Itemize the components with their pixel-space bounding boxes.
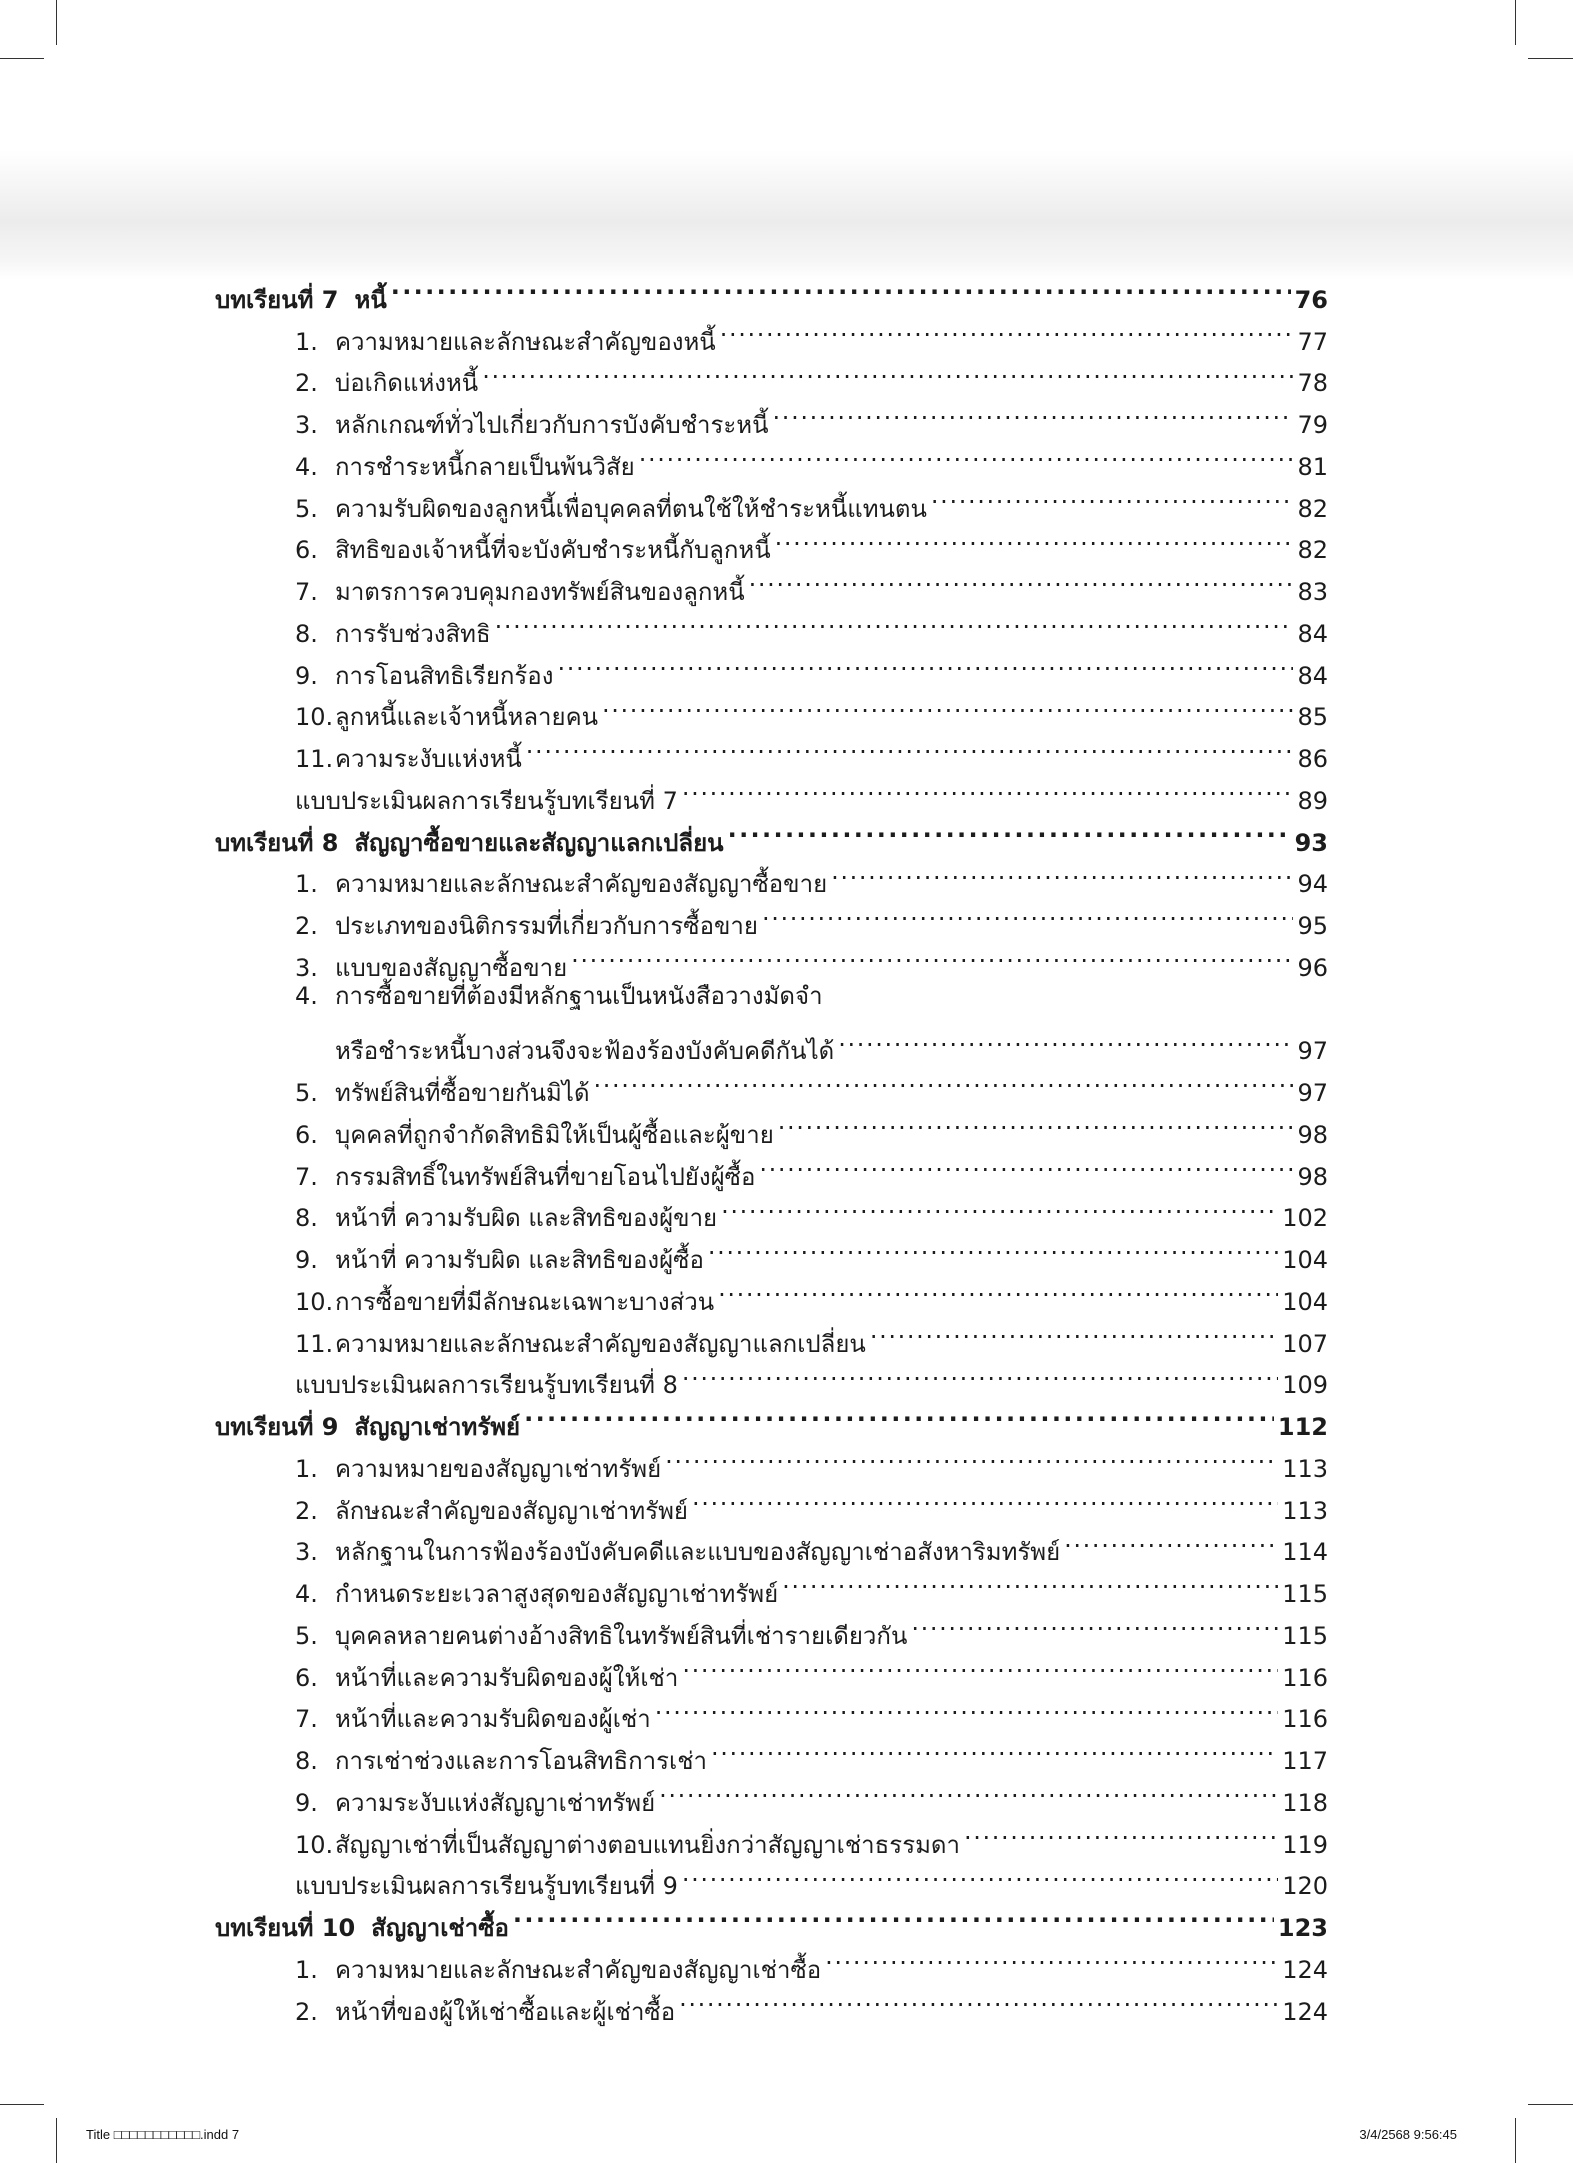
crop-mark [1515,0,1516,45]
chapter-label: บทเรียนที่ 8 [215,828,339,857]
entry-number: 6. [295,1663,318,1692]
entry-title: ความระงับแห่งสัญญาเช่าทรัพย์ [335,1788,656,1817]
page-number: 119 [1282,1830,1328,1859]
page-number: 79 [1297,411,1328,439]
toc-entry-row [215,976,1328,1018]
dot-leader [773,391,1294,433]
entry-title: ลูกหนี้และเจ้าหนี้หลายคน [335,703,599,732]
dot-leader [931,475,1294,517]
entry-number: 9. [295,1788,318,1817]
dot-leader [762,892,1294,934]
page-number: 123 [1277,1914,1328,1942]
page-number: 116 [1282,1705,1328,1734]
dot-leader [711,1727,1278,1769]
entry-title: การเช่าช่วงและการโอนสิทธิการเช่า [335,1747,708,1775]
dot-leader [775,517,1294,559]
entry-number: 5. [295,1621,318,1650]
entry-number: 1. [295,870,318,899]
dot-leader [708,1226,1278,1268]
page-number: 96 [1297,953,1328,982]
page-number: 86 [1297,745,1328,773]
entry-number: 10. [295,1287,334,1316]
entry-number: 3. [295,953,318,982]
entry-number: 4. [295,1580,318,1608]
entry-number: 6. [295,1120,318,1149]
chapter-title: สัญญาซื้อขายและสัญญาแลกเปลี่ยน [354,828,724,857]
header-shading-band [0,150,1573,280]
page-number: 77 [1297,327,1328,356]
entry-number: 8. [295,1747,318,1775]
dot-leader [571,934,1293,976]
entry-title: หรือชำระหนี้บางส่วนจึงจะฟ้องร้องบังคับคดีกันได้ [335,1037,835,1066]
entry-number: 3. [295,411,318,439]
entry-title: หน้าที่และความรับผิดของผู้ให้เช่า [335,1663,679,1692]
entry-number: 2. [295,369,318,398]
entry-title: หน้าที่ของผู้ให้เช่าซื้อและผู้เช่าซื้อ [335,1997,676,2026]
entry-number: 3. [295,1538,318,1567]
entry-number: 10. [295,703,334,732]
page-number: 114 [1282,1538,1328,1567]
entry-title: กำหนดระยะเวลาสูงสุดของสัญญาเช่าทรัพย์ [335,1580,779,1608]
page-number: 98 [1297,1162,1328,1191]
crop-mark [0,58,44,59]
entry-title: ความหมายและลักษณะสำคัญของหนี้ [335,327,716,356]
entry-title: การโอนสิทธิเรียกร้อง [335,661,554,690]
dot-leader [602,684,1293,726]
chapter-title: หนี้ [354,285,387,314]
page-number: 120 [1282,1872,1328,1901]
page-number: 78 [1297,369,1328,398]
page-number: 84 [1297,619,1328,648]
entry-title: บ่อเกิดแห่งหนี้ [335,369,479,398]
entry-title: ทรัพย์สินที่ซื้อขายกันมิได้ [335,1079,590,1107]
dot-leader [391,266,1291,308]
page-number: 107 [1282,1329,1328,1358]
page-number: 97 [1297,1079,1328,1107]
entry-title: สิทธิของเจ้าหนี้ที่จะบังคับชำระหนี้กับลูกหนี้ [335,536,771,565]
dot-leader [721,1185,1278,1227]
dot-leader [728,809,1291,851]
page-number: 83 [1297,578,1328,606]
page-number: 95 [1297,912,1328,940]
page-number: 115 [1282,1580,1328,1608]
dot-leader [665,1435,1278,1477]
entry-title: ความหมายและลักษณะสำคัญของสัญญาแลกเปลี่ยน [335,1329,866,1358]
entry-number: 10. [295,1830,334,1859]
dot-leader [679,1978,1278,2020]
page-number: 85 [1297,703,1328,732]
entry-title: หน้าที่และความรับผิดของผู้เช่า [335,1705,651,1734]
entry-number: 7. [295,578,318,606]
dot-leader [870,1310,1278,1352]
entry-title: ประเภทของนิติกรรมที่เกี่ยวกับการซื้อขาย [335,912,758,940]
page-number: 84 [1297,661,1328,690]
entry-title: กรรมสิทธิ์ในทรัพย์สินที่ขายโอนไปยังผู้ซื้อ [335,1162,756,1191]
dot-leader [682,1352,1278,1394]
dot-leader [526,725,1294,767]
entry-title: แบบประเมินผลการเรียนรู้บทเรียนที่ 9 [295,1872,678,1901]
dot-leader [718,1268,1278,1310]
entry-title: บุคคลที่ถูกจำกัดสิทธิมิให้เป็นผู้ซื้อและผู้ขาย [335,1120,774,1149]
entry-title: แบบประเมินผลการเรียนรู้บทเรียนที่ 7 [295,786,678,815]
page-number: 104 [1282,1246,1328,1274]
entry-title: การซื้อขายที่ต้องมีหลักฐานเป็นหนังสือวางมัดจำ [335,981,823,1010]
dot-leader [594,1059,1294,1101]
dot-leader [659,1769,1278,1811]
dot-leader [749,558,1294,600]
dot-leader [524,1393,1274,1435]
page-number: 104 [1282,1287,1328,1316]
entry-title: บุคคลหลายคนต่างอ้างสิทธิในทรัพย์สินที่เช่ารายเดียวกัน [335,1621,908,1650]
page-number: 116 [1282,1663,1328,1692]
chapter-title: สัญญาเช่าทรัพย์ [354,1413,521,1441]
entry-number: 11. [295,1329,334,1358]
entry-title: หน้าที่ ความรับผิด และสิทธิของผู้ซื้อ [335,1246,704,1274]
dot-leader [1064,1519,1278,1561]
page-number: 97 [1297,1037,1328,1066]
page-number: 81 [1297,452,1328,481]
entry-number: 2. [295,912,318,940]
page-number: 112 [1277,1413,1328,1441]
dot-leader [692,1477,1278,1519]
entry-number: 2. [295,1997,318,2026]
page-number: 117 [1282,1747,1328,1775]
entry-number: 7. [295,1162,318,1191]
dot-leader [720,308,1294,350]
page-number: 109 [1282,1371,1328,1400]
entry-title: หลักเกณฑ์ทั่วไปเกี่ยวกับการบังคับชำระหนี้ [335,411,769,439]
entry-title: ความหมายของสัญญาเช่าทรัพย์ [335,1454,662,1483]
dot-leader [655,1686,1278,1728]
entry-number: 5. [295,494,318,523]
page-number: 124 [1282,1955,1328,1984]
chapter-label: บทเรียนที่ 9 [215,1413,339,1441]
entry-title: ความหมายและลักษณะสำคัญของสัญญาซื้อขาย [335,870,828,899]
page-number: 115 [1282,1621,1328,1650]
entry-title: หลักฐานในการฟ้องร้องบังคับคดีและแบบของสัญญาเช่าอสังหาริมทรัพย์ [335,1538,1061,1567]
dot-leader [759,1143,1293,1185]
dot-leader [825,1936,1278,1978]
toc-chapter-row [215,266,1328,314]
entry-number: 11. [295,745,334,773]
entry-number: 9. [295,661,318,690]
entry-title: การชำระหนี้กลายเป็นพ้นวิสัย [335,452,635,481]
entry-number: 1. [295,1454,318,1483]
entry-title: ความหมายและลักษณะสำคัญของสัญญาเช่าซื้อ [335,1955,822,1984]
dot-leader [495,600,1294,642]
entry-number: 8. [295,619,318,648]
page-number: 124 [1282,1997,1328,2026]
entry-number: 2. [295,1496,318,1525]
dot-leader [482,350,1293,392]
page-number: 76 [1294,285,1328,314]
entry-number: 5. [295,1079,318,1107]
entry-title: มาตรการควบคุมกองทรัพย์สินของลูกหนี้ [335,578,745,606]
dot-leader [682,1853,1278,1895]
crop-mark [1528,58,1573,59]
page-number: 113 [1282,1496,1328,1525]
entry-title: แบบของสัญญาซื้อขาย [335,953,568,982]
dot-leader [778,1101,1294,1143]
page-number: 118 [1282,1788,1328,1817]
page-number: 102 [1282,1204,1328,1233]
dot-leader [682,1644,1278,1686]
entry-title: ลักษณะสำคัญของสัญญาเช่าทรัพย์ [335,1496,688,1525]
entry-number: 6. [295,536,318,565]
footer-timestamp: 3/4/2568 9:56:45 [1359,2127,1457,2142]
entry-title: การรับช่วงสิทธิ [335,619,491,648]
page-number: 89 [1297,786,1328,815]
page-number: 82 [1297,536,1328,565]
dot-leader [557,642,1293,684]
crop-mark [1528,2104,1573,2105]
toc-entry-continuation [215,1018,1328,1066]
entry-number: 1. [295,1955,318,1984]
entry-number: 7. [295,1705,318,1734]
entry-number: 4. [295,452,318,481]
entry-title: ความระงับแห่งหนี้ [335,745,522,773]
dot-leader [639,433,1294,475]
entry-number: 9. [295,1246,318,1274]
dot-leader [831,851,1293,893]
dot-leader [682,767,1294,809]
chapter-label: บทเรียนที่ 7 [215,285,339,314]
table-of-contents [215,266,1328,2026]
entry-number: 8. [295,1204,318,1233]
page-number: 93 [1294,828,1328,857]
entry-title: การซื้อขายที่มีลักษณะเฉพาะบางส่วน [335,1287,715,1316]
entry-number: 4. [295,981,318,1010]
crop-mark [1515,2118,1516,2163]
page-number: 98 [1297,1120,1328,1149]
dot-leader [838,1018,1293,1060]
crop-mark [0,2104,44,2105]
dot-leader [513,1894,1274,1936]
entry-number: 1. [295,327,318,356]
dot-leader [782,1560,1278,1602]
chapter-label: บทเรียนที่ 10 [215,1914,356,1942]
entry-title: สัญญาเช่าที่เป็นสัญญาต่างตอบแทนยิ่งกว่าสัญญาเช่าธรรมดา [335,1830,960,1859]
crop-mark [56,0,57,45]
entry-title: หน้าที่ ความรับผิด และสิทธิของผู้ขาย [335,1204,718,1233]
footer-file-info: Title □□□□□□□□□□□.indd 7 [86,2127,240,2142]
page-number: 94 [1297,870,1328,899]
entry-title: ความรับผิดของลูกหนี้เพื่อบุคคลที่ตนใช้ให้ชำระหนี้แทนตน [335,494,927,523]
dot-leader [911,1602,1278,1644]
entry-title: แบบประเมินผลการเรียนรู้บทเรียนที่ 8 [295,1371,678,1400]
crop-mark [56,2118,57,2163]
page-number: 113 [1282,1454,1328,1483]
page-number: 82 [1297,494,1328,523]
dot-leader [964,1811,1278,1853]
chapter-title: สัญญาเช่าซื้อ [371,1914,509,1942]
